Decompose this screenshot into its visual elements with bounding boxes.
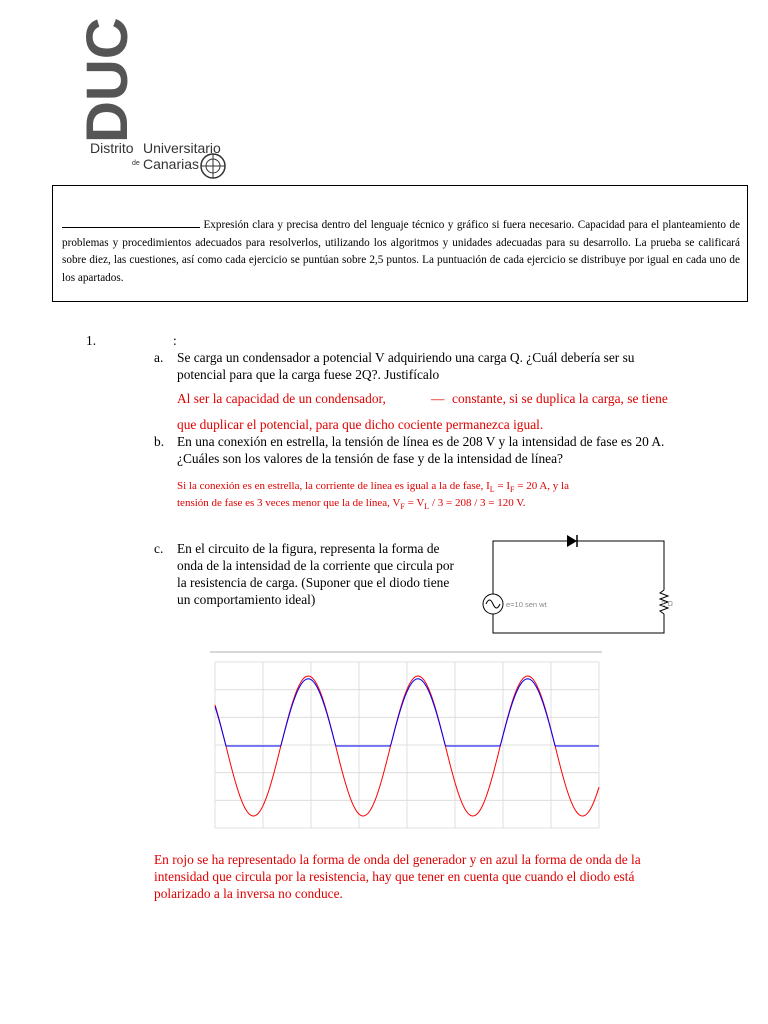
item-a-question: Se carga un condensador a potencial V adquiriendo una carga Q. ¿Cuál debería ser su potencial para que la carga fuese 2Q?. Justifícalo — [177, 350, 635, 382]
resistor-label: 2 Ω — [661, 599, 673, 608]
logo-line2: Universitario — [143, 140, 221, 156]
logo-seal-icon — [201, 154, 225, 178]
item-c-letter: c. — [154, 541, 164, 556]
source-label: e=10 sen wt — [506, 600, 547, 609]
criteria-body: Expresión clara y precisa dentro del lenguaje técnico y gráfico si fuera necesario. Capacidad para el planteamiento de problemas y procedimientos adecuados para resolverlos, utilizando los algoritmos y unidades adecuadas para su desarrollo. La prueba se calificará sobre diez, las cuestiones, así como cada ejercicio se puntúan sobre 2,5 puntos. La puntuación de cada ejercicio se distribuye por igual en cada uno de los apartados. — [62, 219, 740, 284]
ac-source-icon — [483, 594, 503, 614]
question-title: : — [173, 333, 177, 348]
item-a-letter: a. — [154, 350, 164, 365]
item-b-answer-2: tensión de fase es 3 veces menor que la de línea, $V_F = V_L / 3 = 208 / 3 = 120$ V. — [177, 497, 526, 512]
duc-logo — [75, 17, 235, 188]
item-a-answer-dash: — — [431, 391, 445, 406]
logo-line3: Canarias — [143, 156, 200, 172]
item-b-letter: b. — [154, 434, 165, 449]
logo-letters: DUC — [75, 17, 140, 143]
item-b-question: En una conexión en estrella, la tensión de línea es de 208 V y la intensidad de fase es 20 A. ¿Cuáles son los valores de la tensión de fase y de la intensidad de línea? — [177, 434, 665, 466]
item-b-answer-1: Si la conexión es en estrella, la corriente de línea es igual a la de fase, $I_L = I_F = 20$ A, y la — [177, 480, 569, 495]
question-number: 1. — [86, 333, 97, 348]
logo-line3-prefix: de — [132, 160, 140, 167]
item-a-answer-1: Al ser la capacidad de un condensador, — [177, 391, 386, 406]
waveform-plot — [210, 650, 602, 832]
item-c-answer: En rojo se ha representado la forma de onda del generador y en azul la forma de onda de la intensidad que circula por la resistencia, hay que tener en cuenta que cuando el diodo está polarizado a la inversa no conduce. — [154, 852, 641, 901]
criteria-blank — [62, 217, 200, 228]
criteria-text — [62, 217, 740, 287]
item-c-question: En el circuito de la figura, representa la forma de onda de la intensidad de la corriente que circula por la resistencia de carga. (Suponer que el diodo tiene un comportamiento ideal) — [177, 541, 454, 607]
logo-line1: Distrito — [90, 140, 134, 156]
circuit-diagram — [476, 532, 676, 638]
diode-icon — [567, 535, 577, 547]
item-a-answer-2: constante, si se duplica la carga, se tiene — [452, 391, 668, 406]
plot-grid — [215, 662, 599, 828]
item-a-answer-3: que duplicar el potencial, para que dicho cociente permanezca igual. — [177, 417, 544, 432]
